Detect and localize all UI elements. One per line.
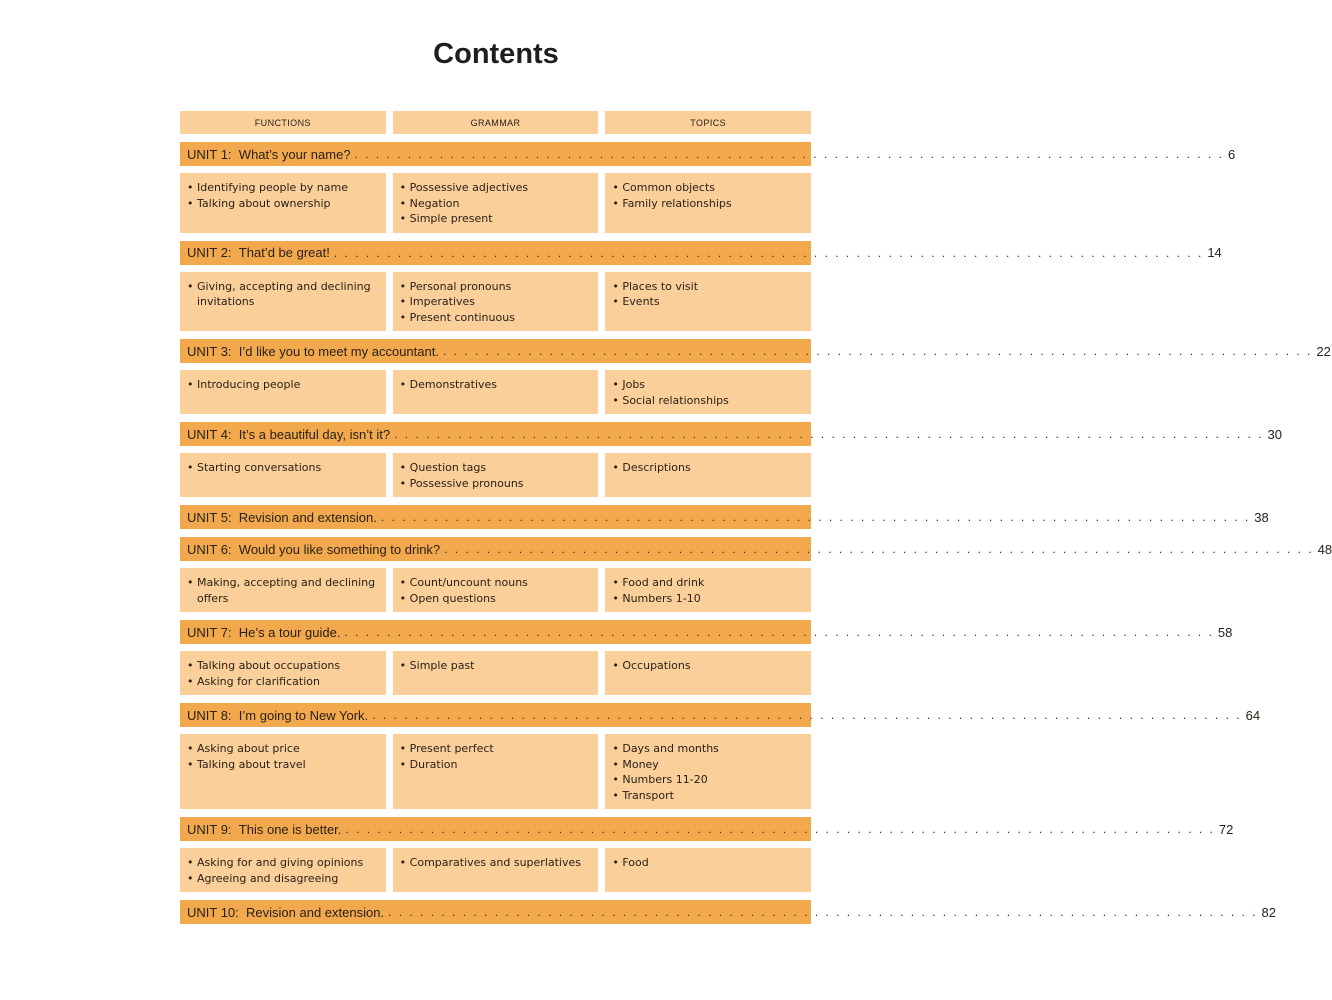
bullet-icon: • <box>399 295 407 308</box>
bullet-icon: • <box>399 378 407 391</box>
functions-cell <box>180 453 386 497</box>
unit-page-number: 48 <box>1317 541 1332 557</box>
grammar-list <box>400 658 591 674</box>
list-item-text: Agreeing and disagreeing <box>197 871 339 885</box>
topics-list <box>612 575 803 606</box>
bullet-icon: • <box>399 476 407 490</box>
unit-page-number: 58 <box>1217 624 1233 640</box>
grammar-cell <box>393 370 599 414</box>
unit-label: UNIT 4: <box>187 426 232 442</box>
unit-heading-6[interactable] <box>180 537 1332 561</box>
list-item <box>187 377 378 393</box>
list-item-text: Social relationships <box>622 393 729 407</box>
grammar-cell <box>393 734 599 809</box>
bullet-icon: • <box>399 461 407 474</box>
bullet-icon: • <box>612 576 619 589</box>
unit-label: UNIT 2: <box>187 245 232 260</box>
list-item <box>187 855 378 871</box>
list-item <box>400 294 591 310</box>
dot-leader: . . . . . . . . . . . . . . . . . . . . . . . . . . . . . . . . . . . . . . . . . . . . . . . . . . . . . . . . . . . . . . . . . . . . . . . . . . . . . . . . . . <box>354 147 1225 161</box>
dot-leader: . . . . . . . . . . . . . . . . . . . . . . . . . . . . . . . . . . . . . . . . . . . . . . . . . . . . . . . . . . . . . . . . . . . . . . . . . . . . . . . . . . <box>372 708 1242 722</box>
list-item-text: Making, accepting and declining offers <box>197 576 376 605</box>
grammar-list <box>400 377 591 393</box>
topics-cell <box>605 453 811 497</box>
bullet-icon: • <box>612 659 619 672</box>
bullet-icon: • <box>187 279 194 293</box>
list-item-text: Money <box>622 757 659 771</box>
list-item <box>612 741 803 757</box>
grammar-list <box>400 741 591 772</box>
bullet-icon: • <box>399 757 407 771</box>
list-item-text: Jobs <box>622 378 646 391</box>
list-item <box>187 674 378 690</box>
unit-heading-9[interactable] <box>180 817 1234 841</box>
list-item <box>400 460 591 476</box>
bullet-icon: • <box>187 757 194 771</box>
bullet-icon: • <box>399 659 407 672</box>
topics-cell <box>605 651 811 695</box>
list-item <box>612 294 803 310</box>
unit-heading-2[interactable] <box>180 241 1222 265</box>
column-header-topics: TOPICS <box>605 111 811 134</box>
unit-heading-8[interactable] <box>180 703 1261 727</box>
list-item-text: Comparatives and superlatives <box>409 856 581 869</box>
bullet-icon: • <box>612 181 619 194</box>
list-item-text: Identifying people by name <box>197 181 348 194</box>
bullet-icon: • <box>612 856 619 869</box>
list-item-text: Talking about ownership <box>197 196 331 210</box>
list-item-text: Personal pronouns <box>409 279 512 293</box>
bullet-icon: • <box>612 295 619 308</box>
bullet-icon: • <box>187 461 194 474</box>
topics-list <box>612 658 803 674</box>
topics-list <box>612 741 803 803</box>
grammar-list <box>400 460 591 491</box>
list-item <box>187 460 378 476</box>
list-item-text: Duration <box>409 757 458 771</box>
list-item-text: Present perfect <box>409 742 494 755</box>
grammar-cell <box>393 272 599 332</box>
topics-cell <box>605 272 811 332</box>
grammar-list <box>400 575 591 606</box>
unit-details-row <box>180 734 811 809</box>
unit-details-row <box>180 272 811 332</box>
topics-cell <box>605 848 811 892</box>
unit-title: I’m going to New York. <box>238 707 369 723</box>
dot-leader: . . . . . . . . . . . . . . . . . . . . . . . . . . . . . . . . . . . . . . . . . . . . . . . . . . . . . . . . . . . . . . . . . . . . . . . . . . . . . . . . . . <box>380 510 1251 524</box>
unit-title: He’s a tour guide. <box>238 624 341 640</box>
unit-page-number: 64 <box>1245 707 1261 723</box>
grammar-list <box>400 855 591 871</box>
dot-leader: . . . . . . . . . . . . . . . . . . . . . . . . . . . . . . . . . . . . . . . . . . . . . . . . . . . . . . . . . . . . . . . . . . . . . . . . . . . . . . . . . . <box>442 344 1313 358</box>
list-item-text: Simple past <box>409 659 475 672</box>
functions-cell <box>180 734 386 809</box>
bullet-icon: • <box>187 871 194 885</box>
list-item-text: Common objects <box>622 181 716 194</box>
bullet-icon: • <box>612 196 619 210</box>
list-item <box>612 180 803 196</box>
grammar-cell <box>393 651 599 695</box>
unit-heading-1[interactable] <box>180 142 1236 166</box>
unit-heading-3[interactable] <box>180 339 1331 363</box>
unit-label: UNIT 6: <box>187 541 232 557</box>
functions-cell <box>180 370 386 414</box>
list-item <box>400 757 591 773</box>
list-item <box>612 591 803 607</box>
bullet-icon: • <box>399 196 407 210</box>
unit-title: I’d like you to meet my accountant. <box>238 343 439 359</box>
list-item-text: Introducing people <box>197 378 301 391</box>
functions-list <box>187 575 378 606</box>
bullet-icon: • <box>187 576 194 589</box>
functions-cell <box>180 651 386 695</box>
topics-list <box>612 377 803 408</box>
list-item-text: Negation <box>409 196 460 210</box>
unit-title: It’s a beautiful day, isn’t it? <box>238 426 391 442</box>
list-item <box>612 658 803 674</box>
unit-page-number: 38 <box>1254 509 1269 525</box>
bullet-icon: • <box>187 659 194 672</box>
list-item <box>400 211 591 227</box>
topics-cell <box>605 568 811 612</box>
list-item <box>400 279 591 295</box>
bullet-icon: • <box>187 856 194 869</box>
unit-heading-10[interactable] <box>180 900 1276 924</box>
unit-label: UNIT 9: <box>187 821 232 837</box>
dot-leader: . . . . . . . . . . . . . . . . . . . . . . . . . . . . . . . . . . . . . . . . . . . . . . . . . . . . . . . . . . . . . . . . . . . . . . . . . . . . . . . . . . <box>333 245 1204 260</box>
unit-title: Would you like something to drink? <box>238 541 441 557</box>
list-item <box>400 180 591 196</box>
list-item-text: Possessive pronouns <box>409 476 524 490</box>
list-item-text: Talking about occupations <box>197 659 341 672</box>
functions-list <box>187 180 378 211</box>
dot-leader: . . . . . . . . . . . . . . . . . . . . . . . . . . . . . . . . . . . . . . . . . . . . . . . . . . . . . . . . . . . . . . . . . . . . . . . . . . . . . . . . . . <box>394 427 1264 441</box>
list-item-text: Demonstratives <box>409 378 498 391</box>
page-title: Contents <box>433 38 559 70</box>
list-item <box>400 575 591 591</box>
grammar-cell <box>393 568 599 612</box>
functions-list <box>187 460 378 476</box>
list-item <box>400 196 591 212</box>
functions-cell <box>180 848 386 892</box>
dot-leader: . . . . . . . . . . . . . . . . . . . . . . . . . . . . . . . . . . . . . . . . . . . . . . . . . . . . . . . . . . . . . . . . . . . . . . . . . . . . . . . . . . <box>388 905 1258 919</box>
topics-list <box>612 855 803 871</box>
list-item-text: Asking for and giving opinions <box>197 856 364 869</box>
bullet-icon: • <box>399 181 407 194</box>
bullet-icon: • <box>399 591 407 605</box>
list-item <box>612 855 803 871</box>
unit-label: UNIT 1: <box>187 146 232 162</box>
unit-page-number: 22 <box>1316 343 1331 359</box>
list-item <box>187 658 378 674</box>
unit-details-row <box>180 453 811 497</box>
list-item <box>400 741 591 757</box>
list-item-text: Days and months <box>622 742 719 755</box>
list-item <box>400 476 591 492</box>
functions-list <box>187 279 378 310</box>
list-item-text: Present continuous <box>409 310 515 324</box>
functions-cell <box>180 568 386 612</box>
unit-label: UNIT 10: <box>187 904 239 920</box>
list-item-text: Simple present <box>409 212 493 225</box>
unit-details-row <box>180 651 811 695</box>
unit-details-row <box>180 370 811 414</box>
unit-details-row <box>180 848 811 892</box>
bullet-icon: • <box>187 196 194 210</box>
unit-title: Revision and extension. <box>246 904 385 920</box>
list-item <box>612 393 803 409</box>
list-item-text: Events <box>622 295 660 308</box>
list-item <box>612 196 803 212</box>
contents-table <box>180 111 1332 924</box>
list-item-text: Descriptions <box>622 461 691 474</box>
list-item-text: Asking for clarification <box>197 674 320 688</box>
functions-list <box>187 855 378 886</box>
unit-heading-5[interactable] <box>180 505 1269 529</box>
list-item <box>187 279 378 310</box>
bullet-icon: • <box>612 279 619 293</box>
bullet-icon: • <box>612 742 619 755</box>
unit-heading-7[interactable] <box>180 620 1233 644</box>
list-item-text: Transport <box>622 788 674 802</box>
grammar-cell <box>393 173 599 233</box>
bullet-icon: • <box>399 856 407 869</box>
unit-label: UNIT 5: <box>187 509 232 525</box>
unit-title: Revision and extension. <box>238 509 377 525</box>
list-item <box>612 757 803 773</box>
list-item-text: Giving, accepting and declining invitations <box>197 279 371 308</box>
grammar-list <box>400 279 591 326</box>
unit-page-number: 82 <box>1261 904 1276 920</box>
column-header-row <box>180 111 811 134</box>
bullet-icon: • <box>399 279 407 293</box>
list-item-text: Asking about price <box>197 742 300 755</box>
functions-list <box>187 741 378 772</box>
unit-page-number: 30 <box>1267 426 1282 442</box>
list-item <box>612 279 803 295</box>
unit-label: UNIT 8: <box>187 707 232 723</box>
list-item-text: Question tags <box>409 461 487 474</box>
unit-heading-4[interactable] <box>180 422 1282 446</box>
list-item-text: Places to visit <box>622 279 699 293</box>
list-item <box>187 757 378 773</box>
list-item <box>187 196 378 212</box>
functions-list <box>187 377 378 393</box>
list-item <box>612 575 803 591</box>
bullet-icon: • <box>612 757 619 771</box>
list-item <box>400 658 591 674</box>
dot-leader: . . . . . . . . . . . . . . . . . . . . . . . . . . . . . . . . . . . . . . . . . . . . . . . . . . . . . . . . . . . . . . . . . . . . . . . . . . . . . . . . . . <box>344 625 1214 639</box>
column-header-functions: FUNCTIONS <box>180 111 386 134</box>
topics-list <box>612 460 803 476</box>
list-item-text: Family relationships <box>622 196 732 210</box>
unit-title: This one is better. <box>238 821 342 837</box>
list-item <box>612 460 803 476</box>
list-item-text: Starting conversations <box>197 461 322 474</box>
topics-cell <box>605 370 811 414</box>
unit-details-row <box>180 173 811 233</box>
topics-list <box>612 279 803 310</box>
topics-list <box>612 180 803 211</box>
unit-details-row <box>180 568 811 612</box>
bullet-icon: • <box>399 310 407 324</box>
list-item <box>187 871 378 887</box>
bullet-icon: • <box>187 674 194 688</box>
list-item <box>612 788 803 804</box>
bullet-icon: • <box>187 742 194 755</box>
bullet-icon: • <box>612 461 619 474</box>
list-item-text: Occupations <box>622 659 691 672</box>
functions-list <box>187 658 378 689</box>
unit-title: That’d be great! <box>238 245 330 260</box>
dot-leader: . . . . . . . . . . . . . . . . . . . . . . . . . . . . . . . . . . . . . . . . . . . . . . . . . . . . . . . . . . . . . . . . . . . . . . . . . . . . . . . . . . <box>345 822 1215 836</box>
bullet-icon: • <box>187 181 194 194</box>
bullet-icon: • <box>399 742 407 755</box>
list-item <box>400 310 591 326</box>
list-item <box>612 377 803 393</box>
unit-page-number: 6 <box>1228 146 1236 162</box>
list-item-text: Imperatives <box>409 295 476 308</box>
dot-leader: . . . . . . . . . . . . . . . . . . . . . . . . . . . . . . . . . . . . . . . . . . . . . . . . . . . . . . . . . . . . . . . . . . . . . . . . . . . . . . . . . . <box>444 542 1314 556</box>
topics-cell <box>605 734 811 809</box>
bullet-icon: • <box>399 576 407 589</box>
bullet-icon: • <box>399 212 407 225</box>
bullet-icon: • <box>612 378 619 391</box>
list-item <box>400 377 591 393</box>
bullet-icon: • <box>612 773 619 786</box>
unit-page-number: 72 <box>1218 821 1234 837</box>
list-item-text: Food and drink <box>622 576 705 589</box>
list-item-text: Talking about travel <box>197 757 306 771</box>
functions-cell <box>180 173 386 233</box>
list-item-text: Open questions <box>409 591 496 605</box>
list-item-text: Count/uncount nouns <box>409 576 528 589</box>
list-item-text: Numbers 1-10 <box>622 591 701 605</box>
list-item <box>187 575 378 606</box>
list-item <box>187 180 378 196</box>
unit-page-number: 14 <box>1207 245 1222 260</box>
topics-cell <box>605 173 811 233</box>
grammar-list <box>400 180 591 227</box>
unit-label: UNIT 3: <box>187 343 232 359</box>
list-item <box>187 741 378 757</box>
grammar-cell <box>393 453 599 497</box>
column-header-grammar: GRAMMAR <box>393 111 599 134</box>
grammar-cell <box>393 848 599 892</box>
list-item-text: Food <box>622 856 649 869</box>
unit-title: What’s your name? <box>238 146 351 162</box>
functions-cell <box>180 272 386 332</box>
list-item <box>400 591 591 607</box>
list-item <box>400 855 591 871</box>
list-item <box>612 772 803 788</box>
unit-label: UNIT 7: <box>187 624 232 640</box>
list-item-text: Possessive adjectives <box>409 181 529 194</box>
bullet-icon: • <box>187 378 194 391</box>
bullet-icon: • <box>612 393 619 407</box>
list-item-text: Numbers 11-20 <box>622 773 708 786</box>
bullet-icon: • <box>612 591 619 605</box>
bullet-icon: • <box>612 788 619 802</box>
